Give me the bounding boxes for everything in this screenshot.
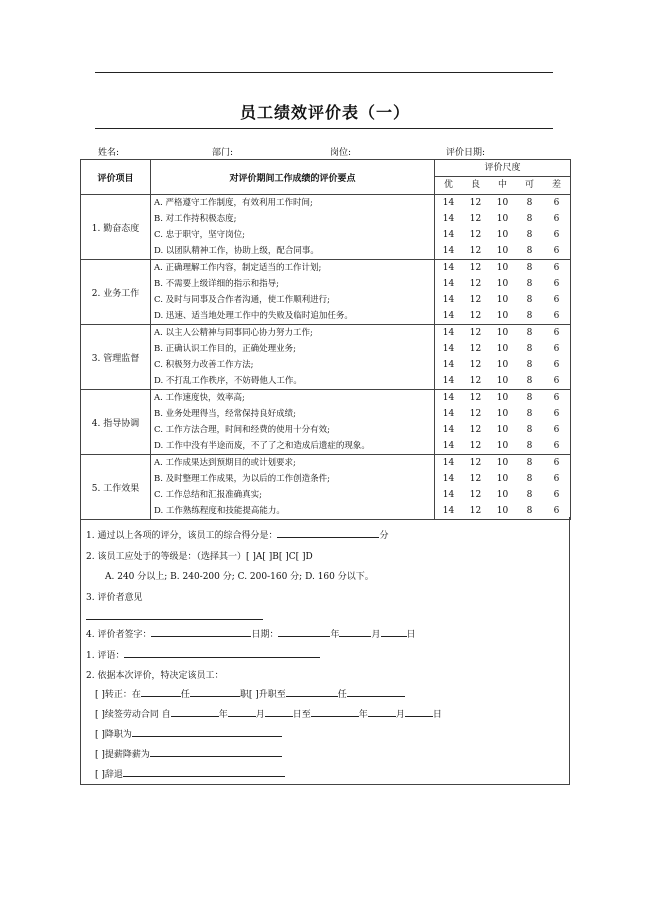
score-option[interactable]: 10 bbox=[496, 360, 509, 370]
score-option[interactable]: 8 bbox=[526, 279, 533, 289]
score-option[interactable]: 10 bbox=[496, 246, 509, 256]
score-option[interactable]: 12 bbox=[469, 474, 482, 484]
score-row bbox=[435, 471, 570, 487]
score-option[interactable]: 14 bbox=[442, 393, 455, 403]
score-option[interactable]: 12 bbox=[469, 230, 482, 240]
salary-checkbox[interactable]: [ ]提薪降薪为 bbox=[95, 750, 150, 760]
renew-from-month-input[interactable] bbox=[228, 707, 256, 717]
score-option[interactable]: 12 bbox=[469, 409, 482, 419]
score-option[interactable]: 14 bbox=[442, 425, 455, 435]
score-option[interactable]: 10 bbox=[496, 425, 509, 435]
conclusion-section bbox=[80, 517, 570, 785]
score-option[interactable]: 8 bbox=[526, 441, 533, 451]
evaluator-opinion-label: 3. 评价者意见 bbox=[86, 593, 143, 603]
score-option[interactable]: 8 bbox=[526, 246, 533, 256]
score-option[interactable]: 12 bbox=[469, 441, 482, 451]
level-label: 中 bbox=[497, 180, 507, 190]
demote-input[interactable] bbox=[132, 727, 282, 737]
score-option[interactable]: 8 bbox=[526, 311, 533, 321]
score-option[interactable]: 14 bbox=[442, 246, 455, 256]
score-option[interactable]: 6 bbox=[553, 246, 560, 256]
evaluation-point: B. 正确认识工作目的，正确处理业务; bbox=[154, 344, 297, 354]
score-option[interactable]: 6 bbox=[553, 311, 560, 321]
score-option[interactable]: 8 bbox=[526, 474, 533, 484]
promote-to-input[interactable] bbox=[286, 687, 338, 697]
category-scores bbox=[435, 390, 571, 455]
year-label: 年 bbox=[358, 710, 368, 720]
level-label: 可 bbox=[524, 180, 534, 190]
score-option[interactable]: 8 bbox=[526, 328, 533, 338]
sign-month-input[interactable] bbox=[339, 627, 371, 637]
category-scores bbox=[435, 325, 571, 390]
scale-title: 评价尺度 bbox=[435, 160, 570, 177]
score-option[interactable]: 6 bbox=[553, 425, 560, 435]
score-option[interactable]: 10 bbox=[496, 214, 509, 224]
score-row bbox=[435, 341, 570, 357]
decision-label: 2. 依据本次评价，特决定该员工： bbox=[86, 671, 224, 681]
score-option[interactable]: 10 bbox=[496, 295, 509, 305]
score-option[interactable]: 14 bbox=[442, 328, 455, 338]
category-scores bbox=[435, 195, 571, 260]
score-row bbox=[435, 243, 570, 259]
position-label: 岗位: bbox=[330, 148, 352, 158]
level-label: 差 bbox=[551, 180, 561, 190]
dismiss-input[interactable] bbox=[123, 767, 285, 777]
score-option[interactable]: 14 bbox=[442, 490, 455, 500]
score-option[interactable]: 8 bbox=[526, 214, 533, 224]
header-item: 评价项目 bbox=[81, 160, 151, 195]
score-option[interactable]: 8 bbox=[526, 409, 533, 419]
score-option[interactable]: 12 bbox=[469, 214, 482, 224]
category-name: 2. 业务工作 bbox=[81, 260, 151, 325]
score-option[interactable]: 10 bbox=[496, 328, 509, 338]
score-option[interactable]: 8 bbox=[526, 295, 533, 305]
score-option[interactable]: 14 bbox=[442, 230, 455, 240]
score-row bbox=[435, 455, 570, 471]
evaluation-point: C. 及时与同事及合作者沟通，使工作顺利进行; bbox=[154, 295, 330, 305]
score-option[interactable]: 14 bbox=[442, 360, 455, 370]
score-option[interactable]: 12 bbox=[469, 458, 482, 468]
day-label: 日 bbox=[406, 630, 416, 640]
confirm-role-label: 任 bbox=[180, 690, 190, 700]
top-rule bbox=[95, 72, 553, 73]
name-label: 姓名: bbox=[98, 148, 120, 158]
category-name: 5. 工作效果 bbox=[81, 455, 151, 520]
score-option[interactable]: 10 bbox=[496, 230, 509, 240]
evaluation-point: D. 工作中没有半途而废，不了了之和造成后遗症的现象。 bbox=[154, 441, 370, 451]
renew-to-day-input[interactable] bbox=[405, 707, 433, 717]
comment-label: 1. 评语： bbox=[86, 651, 125, 661]
header-points: 对评价期间工作成绩的评价要点 bbox=[151, 160, 435, 195]
renew-checkbox[interactable]: [ ]续签劳动合同 自 bbox=[95, 710, 171, 720]
score-option[interactable]: 6 bbox=[553, 393, 560, 403]
score-option[interactable]: 8 bbox=[526, 393, 533, 403]
score-option[interactable]: 8 bbox=[526, 198, 533, 208]
score-option[interactable]: 10 bbox=[496, 474, 509, 484]
decision-dismiss bbox=[95, 767, 285, 780]
level-label: 良 bbox=[470, 180, 480, 190]
score-option[interactable]: 10 bbox=[496, 441, 509, 451]
score-option[interactable]: 12 bbox=[469, 360, 482, 370]
score-option[interactable]: 6 bbox=[553, 279, 560, 289]
score-option[interactable]: 10 bbox=[496, 458, 509, 468]
grade-line[interactable]: 2. 该员工应处于的等级是：（选择其一）[ ]A[ ]B[ ]C[ ]D bbox=[86, 552, 313, 562]
score-option[interactable]: 12 bbox=[469, 279, 482, 289]
sign-day-input[interactable] bbox=[381, 627, 407, 637]
signature-label: 4. 评价者签字： bbox=[86, 630, 152, 640]
total-score-question: 1. 通过以上各项的评分，该员工的综合得分是： bbox=[86, 531, 278, 541]
score-option[interactable]: 10 bbox=[496, 393, 509, 403]
score-option[interactable]: 6 bbox=[553, 263, 560, 273]
category-points bbox=[151, 390, 435, 455]
score-option[interactable]: 8 bbox=[526, 376, 533, 386]
score-option[interactable]: 14 bbox=[442, 344, 455, 354]
grade-criteria: A. 240 分以上; B. 240-200 分; C. 200-160 分; D. 160 分以下。 bbox=[105, 572, 374, 582]
score-row bbox=[435, 195, 570, 211]
evaluation-point: C. 积极努力改善工作方法; bbox=[154, 360, 254, 370]
comment-line bbox=[86, 648, 320, 661]
score-row bbox=[435, 390, 570, 406]
score-row bbox=[435, 422, 570, 438]
category-points bbox=[151, 455, 435, 520]
score-option[interactable]: 6 bbox=[553, 295, 560, 305]
demote-checkbox[interactable]: [ ]降职为 bbox=[95, 730, 132, 740]
score-option[interactable]: 6 bbox=[553, 490, 560, 500]
score-option[interactable]: 6 bbox=[553, 376, 560, 386]
score-option[interactable]: 12 bbox=[469, 198, 482, 208]
month-label: 月 bbox=[371, 630, 381, 640]
evaluation-point: A. 正确理解工作内容，制定适当的工作计划; bbox=[154, 263, 322, 273]
score-option[interactable]: 8 bbox=[526, 360, 533, 370]
score-option[interactable]: 10 bbox=[496, 311, 509, 321]
category-scores bbox=[435, 260, 571, 325]
score-option[interactable]: 10 bbox=[496, 198, 509, 208]
decision-renew bbox=[95, 707, 442, 720]
category-name: 1. 勤奋态度 bbox=[81, 195, 151, 260]
score-option[interactable]: 12 bbox=[469, 490, 482, 500]
evaluation-point: B. 不需要上级详细的指示和指导; bbox=[154, 279, 280, 289]
total-score-input[interactable] bbox=[277, 528, 379, 538]
title-rule bbox=[95, 128, 553, 129]
score-option[interactable]: 14 bbox=[442, 458, 455, 468]
confirm-at-input[interactable] bbox=[141, 687, 181, 697]
total-score-line bbox=[86, 528, 388, 541]
score-option[interactable]: 10 bbox=[496, 490, 509, 500]
day-label: 日 bbox=[432, 710, 442, 720]
score-option[interactable]: 12 bbox=[469, 344, 482, 354]
category-scores bbox=[435, 455, 571, 520]
score-option[interactable]: 14 bbox=[442, 214, 455, 224]
dismiss-checkbox[interactable]: [ ]辞退 bbox=[95, 770, 123, 780]
evaluation-point: A. 工作成果达到预期目的或计划要求; bbox=[154, 458, 296, 468]
category-points bbox=[151, 325, 435, 390]
score-option[interactable]: 10 bbox=[496, 344, 509, 354]
score-row bbox=[435, 276, 570, 292]
score-option[interactable]: 12 bbox=[469, 506, 482, 516]
evaluation-point: B. 对工作持积极态度; bbox=[154, 214, 237, 224]
score-option[interactable]: 6 bbox=[553, 458, 560, 468]
evaluation-point: D. 以团队精神工作，协助上级，配合同事。 bbox=[154, 246, 319, 256]
category-name: 3. 管理监督 bbox=[81, 325, 151, 390]
score-option[interactable]: 12 bbox=[469, 311, 482, 321]
score-row bbox=[435, 357, 570, 373]
score-option[interactable]: 12 bbox=[469, 425, 482, 435]
score-row bbox=[435, 438, 570, 454]
score-row bbox=[435, 308, 570, 324]
score-option[interactable]: 6 bbox=[553, 198, 560, 208]
dept-label: 部门: bbox=[212, 148, 234, 158]
evaluation-point: A. 严格遵守工作制度，有效利用工作时间; bbox=[154, 198, 313, 208]
evaluation-point: D. 不打乱工作秩序，不妨碍他人工作。 bbox=[154, 376, 302, 386]
score-option[interactable]: 6 bbox=[553, 409, 560, 419]
confirm-role-input[interactable] bbox=[190, 687, 240, 697]
comment-input[interactable] bbox=[124, 648, 320, 658]
score-row bbox=[435, 325, 570, 341]
evaluation-point: D. 工作熟练程度和技能提高能力。 bbox=[154, 506, 285, 516]
score-option[interactable]: 10 bbox=[496, 506, 509, 516]
score-option[interactable]: 10 bbox=[496, 279, 509, 289]
score-option[interactable]: 6 bbox=[553, 230, 560, 240]
category-name: 4. 指导协调 bbox=[81, 390, 151, 455]
signature-line bbox=[86, 627, 416, 640]
score-option[interactable]: 12 bbox=[469, 263, 482, 273]
year-label: 年 bbox=[330, 630, 340, 640]
evaluation-point: D. 迅速、适当地处理工作中的失败及临时追加任务。 bbox=[154, 311, 353, 321]
score-option[interactable]: 12 bbox=[469, 328, 482, 338]
score-row bbox=[435, 227, 570, 243]
promote-checkbox[interactable]: 职[ ]升职至 bbox=[239, 690, 286, 700]
score-option[interactable]: 10 bbox=[496, 409, 509, 419]
evaluation-point: A. 工作速度快，效率高; bbox=[154, 393, 245, 403]
score-option[interactable]: 14 bbox=[442, 279, 455, 289]
evaluation-point: C. 工作方法合理，时间和经费的使用十分有效; bbox=[154, 425, 330, 435]
renew-to-month-input[interactable] bbox=[368, 707, 396, 717]
score-option[interactable]: 8 bbox=[526, 490, 533, 500]
score-option[interactable]: 14 bbox=[442, 506, 455, 516]
decision-salary bbox=[95, 747, 282, 760]
level-label: 优 bbox=[443, 180, 453, 190]
score-option[interactable]: 8 bbox=[526, 458, 533, 468]
score-option[interactable]: 8 bbox=[526, 344, 533, 354]
score-option[interactable]: 12 bbox=[469, 295, 482, 305]
score-row bbox=[435, 260, 570, 276]
evaluation-point: A. 以主人公精神与同事同心协力努力工作; bbox=[154, 328, 313, 338]
score-option[interactable]: 8 bbox=[526, 230, 533, 240]
promote-role-label: 任 bbox=[337, 690, 347, 700]
category-points bbox=[151, 260, 435, 325]
score-option[interactable]: 6 bbox=[553, 360, 560, 370]
renew-to-year-input[interactable] bbox=[311, 707, 359, 717]
score-row bbox=[435, 211, 570, 227]
renew-from-year-input[interactable] bbox=[171, 707, 219, 717]
sign-year-input[interactable] bbox=[278, 627, 330, 637]
score-option[interactable]: 12 bbox=[469, 393, 482, 403]
page-title: 员工绩效评价表（一） bbox=[239, 103, 410, 122]
month-label: 月 bbox=[255, 710, 265, 720]
sign-date-label: 日期： bbox=[251, 630, 279, 640]
score-option[interactable]: 8 bbox=[526, 506, 533, 516]
score-row bbox=[435, 373, 570, 389]
header-scale bbox=[435, 160, 571, 195]
score-row bbox=[435, 406, 570, 422]
score-option[interactable]: 12 bbox=[469, 376, 482, 386]
score-option[interactable]: 12 bbox=[469, 246, 482, 256]
total-score-unit: 分 bbox=[379, 531, 389, 541]
score-option[interactable]: 14 bbox=[442, 263, 455, 273]
decision-demote bbox=[95, 727, 282, 740]
score-option[interactable]: 6 bbox=[553, 214, 560, 224]
score-option[interactable]: 6 bbox=[553, 328, 560, 338]
evaluation-point: B. 业务处理得当，经常保持良好成绩; bbox=[154, 409, 297, 419]
score-option[interactable]: 6 bbox=[553, 506, 560, 516]
evaluation-point: C. 工作总结和汇报准确真实; bbox=[154, 490, 262, 500]
category-points bbox=[151, 195, 435, 260]
promote-role-input[interactable] bbox=[347, 687, 405, 697]
score-option[interactable]: 14 bbox=[442, 474, 455, 484]
decision-confirm bbox=[95, 687, 405, 700]
signature-input[interactable] bbox=[151, 627, 251, 637]
renew-from-day-input[interactable] bbox=[265, 707, 293, 717]
month-label: 月 bbox=[395, 710, 405, 720]
score-option[interactable]: 14 bbox=[442, 376, 455, 386]
score-option[interactable]: 14 bbox=[442, 409, 455, 419]
score-option[interactable]: 14 bbox=[442, 441, 455, 451]
score-option[interactable]: 6 bbox=[553, 344, 560, 354]
score-option[interactable]: 6 bbox=[553, 441, 560, 451]
year-label: 年 bbox=[218, 710, 228, 720]
score-option[interactable]: 6 bbox=[553, 474, 560, 484]
salary-input[interactable] bbox=[150, 747, 282, 757]
score-option[interactable]: 10 bbox=[496, 263, 509, 273]
opinion-input-line[interactable] bbox=[86, 619, 263, 620]
renew-to-label: 日至 bbox=[292, 710, 311, 720]
score-option[interactable]: 8 bbox=[526, 425, 533, 435]
evaluation-point: B. 及时整理工作成果，为以后的工作创造条件; bbox=[154, 474, 331, 484]
score-option[interactable]: 10 bbox=[496, 376, 509, 386]
scale-levels bbox=[435, 177, 570, 194]
score-option[interactable]: 8 bbox=[526, 263, 533, 273]
score-option[interactable]: 14 bbox=[442, 295, 455, 305]
confirm-checkbox[interactable]: [ ]转正：在 bbox=[95, 690, 141, 700]
date-label: 评价日期: bbox=[446, 148, 486, 158]
score-option[interactable]: 14 bbox=[442, 311, 455, 321]
score-option[interactable]: 14 bbox=[442, 198, 455, 208]
evaluation-table bbox=[80, 159, 571, 520]
evaluation-point: C. 忠于职守，坚守岗位; bbox=[154, 230, 245, 240]
score-row bbox=[435, 292, 570, 308]
score-row bbox=[435, 487, 570, 503]
